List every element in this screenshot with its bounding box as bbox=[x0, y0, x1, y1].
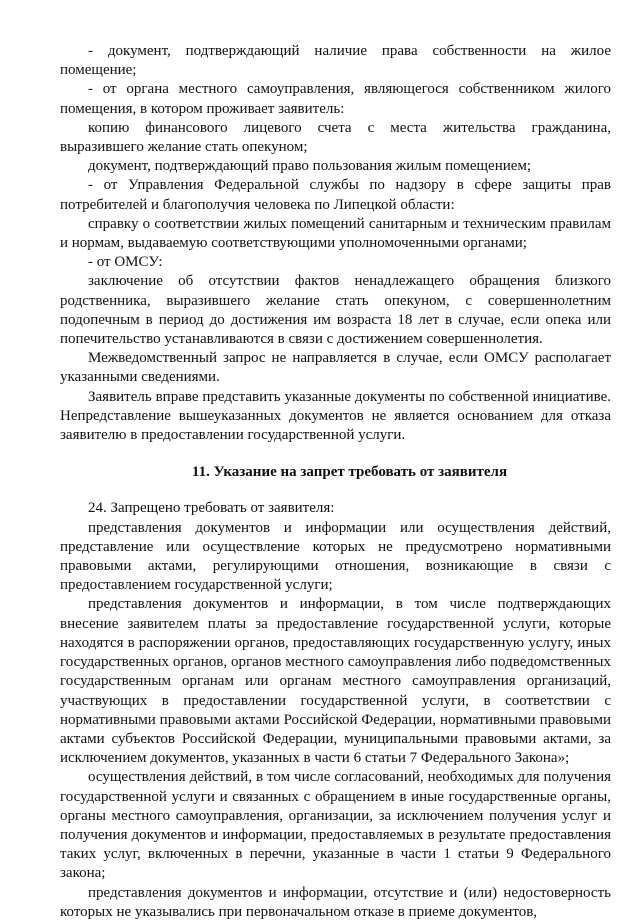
paragraph: Межведомственный запрос не направляется в случае, если ОМСУ располагает указанными сведениями. bbox=[60, 350, 611, 386]
document-page bbox=[60, 42, 611, 922]
paragraph: представления документов и информации, отсутствие и (или) недостоверность которых не указывались при первоначальном отказе в приеме документов, bbox=[60, 884, 611, 920]
paragraph: справку о соответствии жилых помещений санитарным и техническим правилам и нормам, выдаваемую соответствующими уполномоченными органами; bbox=[60, 215, 611, 252]
paragraph: - от ОМСУ: bbox=[88, 254, 163, 271]
paragraph: Заявитель вправе представить указанные документы по собственной инициативе. Непредставление вышеуказанных документов не является основанием для отказа заявителю в предоставлении государственной услуги. bbox=[60, 388, 611, 444]
paragraph: представления документов и информации, в том числе подтверждающих внесение заявителем платы за предоставление государственной услуги, которые находятся в распоряжении органов, предоставляющих государственную услугу, иных государственных органов, органов местного самоуправления либо подведомственных государственным органам или органам местного самоуправления организаций, участвующих в предоставлении государственной услуги, в соответствии с нормативными правовыми актами Российской Федерации, нормативными правовыми актами субъектов Российской Федерации, муниципальными правовыми актами, за исключением документов, указанных в части 6 статьи 7 Федерального Закона»; bbox=[60, 596, 611, 767]
paragraph: документ, подтверждающий право пользования жилым помещением; bbox=[88, 158, 532, 175]
paragraph: - документ, подтверждающий наличие права собственности на жилое помещение; bbox=[60, 43, 611, 79]
top-text-block bbox=[60, 42, 611, 445]
bottom-text-block bbox=[60, 499, 611, 921]
paragraph: - от органа местного самоуправления, являющегося собственником жилого помещения, в котором проживает заявитель: bbox=[60, 81, 611, 117]
paragraph: представления документов и информации или осуществления действий, представление или осуществление которых не предусмотрено нормативными правовыми актами, регулирующими отношения, возникающие в связи с предоставлением государственной услуги; bbox=[60, 519, 611, 594]
paragraph: копию финансового лицевого счета с места жительства гражданина, выразившего желание стать опекуном; bbox=[60, 119, 611, 156]
section-heading: 11. Указание на запрет требовать от заявителя bbox=[191, 464, 508, 481]
paragraph: заключение об отсутствии фактов ненадлежащего обращения близкого родственника, выразившего желание стать опекуном, с совершеннолетним подопечным в период до достижения им возраста 18 лет в случае, если опека или попечительство устанавливаются в связи с достижением совершеннолетия. bbox=[60, 273, 611, 348]
paragraph: осуществления действий, в том числе согласований, необходимых для получения государственной услуги и связанных с обращением в иные государственные органы, органы местного самоуправления, организации, за исключением получения услуг и получения документов и информации, предоставляемых в результате предоставления таких услуг, включенных в перечни, указанные в части 1 статьи 9 Федерального закона; bbox=[60, 769, 611, 882]
paragraph: - от Управления Федеральной службы по надзору в сфере защиты прав потребителей и благополучия человека по Липецкой области: bbox=[60, 177, 611, 213]
paragraph: 24. Запрещено требовать от заявителя: bbox=[88, 500, 335, 517]
